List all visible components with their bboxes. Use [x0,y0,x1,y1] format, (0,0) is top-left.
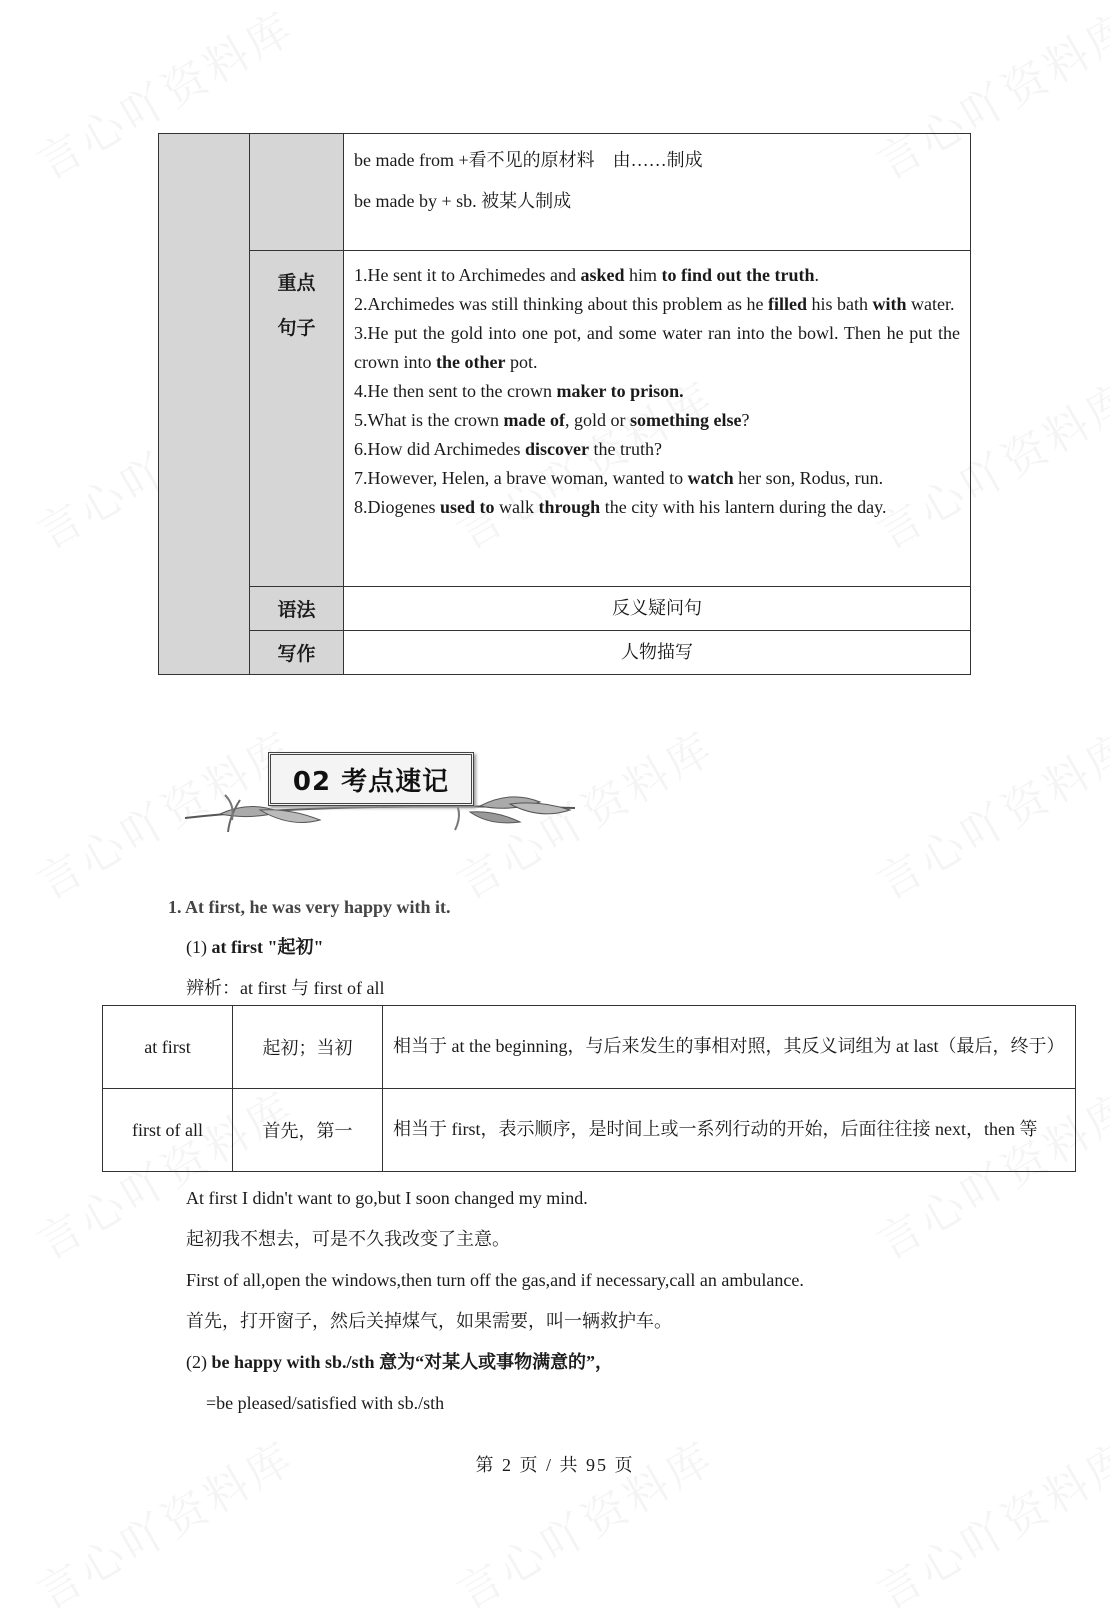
term-cell: first of all [103,1089,233,1172]
phrase-label-cell [250,134,344,251]
key-sentence: 7.However, Helen, a brave woman, wanted to watch her son, Rodus, run. [354,468,884,488]
term-cell: at first [103,1006,233,1089]
grammar-label: 语法 [250,587,344,631]
table-row [103,1089,1076,1172]
comparison-table [102,1005,1076,1172]
analysis-line: 辨析：at first 与 first of all [186,978,385,998]
page-footer: 第 2 页 / 共 95 页 [475,1455,635,1475]
unit-summary-table [158,133,971,675]
meaning-cell: 首先，第一 [233,1089,383,1172]
point-heading: 1. At first, he was very happy with it. [168,897,451,917]
subpoint-prefix: (1) [186,937,212,957]
note-cell: 相当于 at the beginning，与后来发生的事相对照，其反义词组为 at last（最后，终于） [383,1006,1076,1089]
example-cn: 起初我不想去，可是不久我改变了主意。 [186,1229,510,1249]
key-sentences-label-line: 重点 [277,273,316,294]
section-title: 02 考点速记 [268,752,474,806]
key-sentence: 1.He sent it to Archimedes and asked him to find out the truth. [354,265,819,285]
writing-value: 人物描写 [344,631,971,675]
key-sentence: 8.Diogenes used to walk through the city with his lantern during the day. [354,497,887,517]
example-cn: 首先，打开窗子，然后关掉煤气，如果需要，叫一辆救护车。 [186,1311,672,1331]
table-row [103,1006,1076,1089]
material-line: be made from +看不见的原材料 由……制成 [354,150,703,170]
writing-label: 写作 [250,631,344,675]
key-sentences-label-line: 句子 [277,318,316,339]
material-phrases-cell [344,134,971,251]
key-sentence: 6.How did Archimedes discover the truth? [354,439,662,459]
example-en: At first I didn't want to go,but I soon changed my mind. [186,1188,588,1208]
section-banner [180,740,580,840]
key-sentence: 2.Archimedes was still thinking about this problem as he filled his bath with water. [354,294,955,314]
synonym-line: =be pleased/satisfied with sb./sth [206,1393,445,1413]
key-sentence: 4.He then sent to the crown maker to prison. [354,381,684,401]
key-sentences-label [250,251,344,587]
key-sentences-cell [344,251,971,587]
subpoint-1 [186,935,323,959]
watermark [863,712,1110,911]
grammar-value: 反义疑问句 [344,587,971,631]
example-en: First of all,open the windows,then turn off the gas,and if necessary,call an ambulance. [186,1270,804,1290]
subpoint-2 [186,1350,613,1374]
subpoint-2-title: be happy with sb./sth 意为“对某人或事物满意的”， [211,1352,614,1372]
key-sentence: 3.He put the gold into one pot, and some water ran into the bowl. Then he put the crown into the other pot. [354,323,960,372]
grey-side-cell [159,134,250,675]
meaning-cell: 起初；当初 [233,1006,383,1089]
material-line: be made by + sb. 被某人制成 [354,191,572,211]
key-sentence: 5.What is the crown made of, gold or something else? [354,410,750,430]
note-cell: 相当于 first，表示顺序，是时间上或一系列行动的开始，后面往往接 next，then 等 [383,1089,1076,1172]
subpoint-prefix: (2) [186,1352,212,1372]
subpoint-1-title: at first "起初" [211,937,324,957]
